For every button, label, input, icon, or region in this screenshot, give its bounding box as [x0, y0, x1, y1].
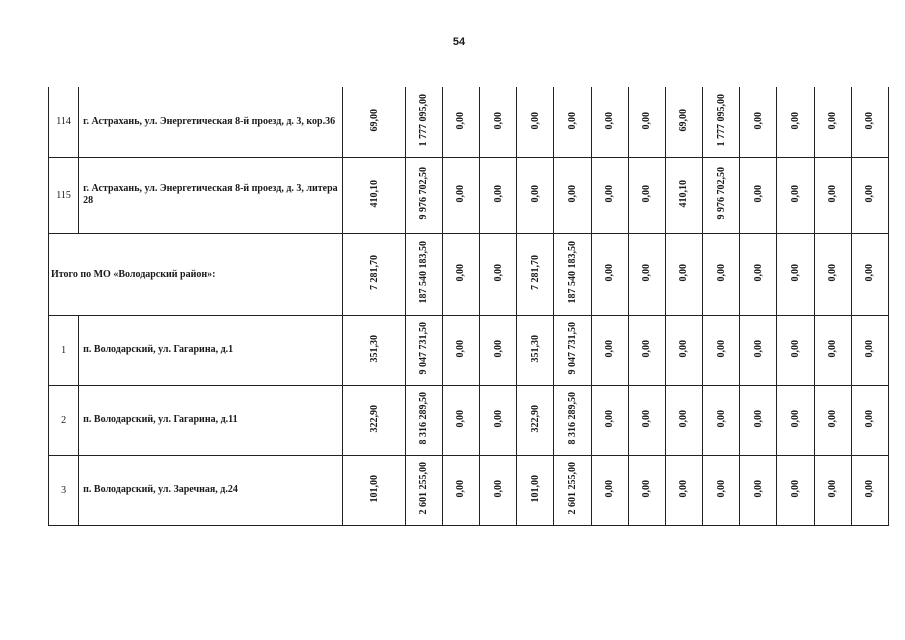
row-number: 1 — [49, 315, 79, 385]
cell-value: 9 976 702,50 — [418, 167, 430, 220]
cell-value: 351,30 — [529, 334, 541, 363]
cell-value: 0,00 — [789, 409, 801, 428]
cell-value: 0,00 — [827, 111, 839, 129]
cell-value: 0,00 — [566, 111, 578, 129]
cell-value: 0,00 — [827, 479, 839, 498]
cell-value: 0,00 — [789, 339, 801, 358]
cell-value: 2 601 255,00 — [418, 462, 430, 515]
value-cell — [554, 157, 591, 233]
value-cell — [740, 157, 777, 233]
data-table — [48, 87, 889, 526]
value-cell — [777, 233, 814, 315]
value-cell — [405, 385, 442, 455]
cell-value: 187 540 183,50 — [418, 241, 430, 304]
cell-value: 0,00 — [864, 479, 876, 498]
cell-value: 0,00 — [492, 409, 504, 428]
value-cell — [740, 385, 777, 455]
cell-value: 0,00 — [789, 263, 801, 282]
value-cell — [517, 87, 554, 157]
cell-value: 0,00 — [827, 184, 839, 203]
cell-value: 0,00 — [827, 409, 839, 428]
cell-value: 0,00 — [864, 111, 876, 129]
cell-value: 0,00 — [789, 111, 801, 129]
cell-value: 0,00 — [752, 409, 764, 428]
cell-value: 0,00 — [455, 111, 467, 129]
value-cell — [480, 315, 517, 385]
value-cell — [740, 455, 777, 525]
value-cell — [343, 233, 405, 315]
value-cell — [591, 385, 628, 455]
value-cell — [777, 385, 814, 455]
value-cell — [851, 157, 888, 233]
value-cell — [851, 455, 888, 525]
cell-value: 410,10 — [368, 179, 380, 208]
cell-value: 9 047 731,50 — [566, 322, 578, 375]
value-cell — [554, 87, 591, 157]
value-cell — [703, 455, 740, 525]
table-row — [49, 315, 889, 385]
cell-value: 9 047 731,50 — [418, 322, 430, 375]
value-cell — [777, 455, 814, 525]
value-cell — [740, 87, 777, 157]
cell-value: 8 316 289,50 — [418, 392, 430, 445]
value-cell — [591, 455, 628, 525]
value-cell — [628, 233, 665, 315]
value-cell — [740, 315, 777, 385]
value-cell — [554, 385, 591, 455]
cell-value: 0,00 — [752, 111, 764, 129]
value-cell — [517, 233, 554, 315]
value-cell — [665, 315, 702, 385]
value-cell — [777, 87, 814, 157]
value-cell — [665, 233, 702, 315]
total-row — [49, 233, 889, 315]
value-cell — [628, 455, 665, 525]
cell-value: 0,00 — [455, 184, 467, 203]
cell-value: 0,00 — [604, 263, 616, 282]
address-cell: п. Володарский, ул. Заречная, д.24 — [79, 455, 343, 525]
row-number: 114 — [49, 87, 79, 157]
value-cell — [777, 157, 814, 233]
value-cell — [442, 315, 479, 385]
cell-value: 1 777 095,00 — [715, 94, 727, 147]
value-cell — [740, 233, 777, 315]
cell-value: 0,00 — [455, 339, 467, 358]
cell-value: 0,00 — [492, 111, 504, 129]
value-cell — [405, 233, 442, 315]
table-row — [49, 385, 889, 455]
value-cell — [343, 315, 405, 385]
cell-value: 0,00 — [641, 263, 653, 282]
value-cell — [442, 385, 479, 455]
table-row — [49, 157, 889, 233]
cell-value: 0,00 — [678, 479, 690, 498]
cell-value: 69,00 — [678, 109, 690, 132]
value-cell — [628, 385, 665, 455]
value-cell — [343, 455, 405, 525]
value-cell — [517, 315, 554, 385]
address-cell: п. Володарский, ул. Гагарина, д.11 — [79, 385, 343, 455]
value-cell — [480, 455, 517, 525]
cell-value: 0,00 — [641, 111, 653, 129]
value-cell — [851, 385, 888, 455]
cell-value: 0,00 — [789, 479, 801, 498]
address-cell: г. Астрахань, ул. Энергетическая 8-й проезд, д. 3, литера 28 — [79, 157, 343, 233]
value-cell — [442, 87, 479, 157]
value-cell — [405, 87, 442, 157]
value-cell — [480, 233, 517, 315]
row-number: 3 — [49, 455, 79, 525]
cell-value: 0,00 — [752, 184, 764, 203]
cell-value: 0,00 — [752, 479, 764, 498]
value-cell — [665, 385, 702, 455]
cell-value: 101,00 — [368, 474, 380, 503]
cell-value: 0,00 — [715, 479, 727, 498]
value-cell — [591, 315, 628, 385]
address-cell: п. Володарский, ул. Гагарина, д.1 — [79, 315, 343, 385]
cell-value: 0,00 — [529, 111, 541, 129]
cell-value: 0,00 — [566, 184, 578, 203]
cell-value: 101,00 — [529, 474, 541, 503]
value-cell — [628, 315, 665, 385]
value-cell — [442, 157, 479, 233]
cell-value: 0,00 — [827, 263, 839, 282]
value-cell — [517, 157, 554, 233]
value-cell — [777, 315, 814, 385]
value-cell — [703, 385, 740, 455]
value-cell — [405, 157, 442, 233]
value-cell — [343, 157, 405, 233]
cell-value: 0,00 — [455, 409, 467, 428]
value-cell — [703, 315, 740, 385]
cell-value: 0,00 — [752, 339, 764, 358]
value-cell — [343, 87, 405, 157]
cell-value: 0,00 — [678, 339, 690, 358]
value-cell — [591, 157, 628, 233]
value-cell — [554, 233, 591, 315]
cell-value: 0,00 — [492, 263, 504, 282]
value-cell — [851, 315, 888, 385]
cell-value: 0,00 — [529, 184, 541, 203]
cell-value: 0,00 — [864, 184, 876, 203]
cell-value: 0,00 — [641, 184, 653, 203]
cell-value: 0,00 — [455, 479, 467, 498]
address-cell: г. Астрахань, ул. Энергетическая 8-й проезд, д. 3, кор.36 — [79, 87, 343, 157]
cell-value: 0,00 — [455, 263, 467, 282]
value-cell — [665, 157, 702, 233]
value-cell — [703, 233, 740, 315]
value-cell — [814, 233, 851, 315]
value-cell — [851, 233, 888, 315]
value-cell — [480, 87, 517, 157]
cell-value: 0,00 — [715, 339, 727, 358]
value-cell — [814, 385, 851, 455]
cell-value: 9 976 702,50 — [715, 167, 727, 220]
value-cell — [814, 87, 851, 157]
value-cell — [814, 455, 851, 525]
cell-value: 0,00 — [492, 339, 504, 358]
cell-value: 0,00 — [641, 479, 653, 498]
cell-value: 0,00 — [678, 409, 690, 428]
cell-value: 0,00 — [641, 409, 653, 428]
value-cell — [554, 315, 591, 385]
cell-value: 351,30 — [368, 334, 380, 363]
cell-value: 0,00 — [604, 111, 616, 129]
cell-value: 0,00 — [715, 263, 727, 282]
cell-value: 0,00 — [604, 339, 616, 358]
cell-value: 0,00 — [492, 184, 504, 203]
total-label: Итого по МО «Володарский район»: — [49, 233, 343, 315]
value-cell — [554, 455, 591, 525]
value-cell — [591, 87, 628, 157]
cell-value: 0,00 — [864, 409, 876, 428]
cell-value: 0,00 — [641, 339, 653, 358]
cell-value: 322,90 — [368, 404, 380, 433]
cell-value: 7 281,70 — [368, 255, 380, 290]
row-number: 2 — [49, 385, 79, 455]
value-cell — [442, 233, 479, 315]
value-cell — [851, 87, 888, 157]
value-cell — [703, 87, 740, 157]
cell-value: 0,00 — [604, 409, 616, 428]
value-cell — [405, 455, 442, 525]
cell-value: 2 601 255,00 — [566, 462, 578, 515]
value-cell — [814, 157, 851, 233]
value-cell — [517, 455, 554, 525]
value-cell — [665, 87, 702, 157]
value-cell — [480, 385, 517, 455]
value-cell — [405, 315, 442, 385]
value-cell — [442, 455, 479, 525]
table-row — [49, 455, 889, 525]
row-number: 115 — [49, 157, 79, 233]
cell-value: 0,00 — [752, 263, 764, 282]
cell-value: 7 281,70 — [529, 255, 541, 290]
value-cell — [591, 233, 628, 315]
cell-value: 0,00 — [604, 184, 616, 203]
value-cell — [814, 315, 851, 385]
value-cell — [628, 87, 665, 157]
value-cell — [703, 157, 740, 233]
cell-value: 0,00 — [827, 339, 839, 358]
page-number: 54 — [452, 36, 466, 48]
cell-value: 187 540 183,50 — [566, 241, 578, 304]
value-cell — [665, 455, 702, 525]
cell-value: 410,10 — [678, 179, 690, 208]
cell-value: 0,00 — [864, 339, 876, 358]
table-row — [49, 87, 889, 157]
cell-value: 69,00 — [368, 109, 380, 132]
cell-value: 322,90 — [529, 404, 541, 433]
value-cell — [480, 157, 517, 233]
cell-value: 1 777 095,00 — [418, 94, 430, 147]
cell-value: 0,00 — [864, 263, 876, 282]
value-cell — [628, 157, 665, 233]
cell-value: 0,00 — [604, 479, 616, 498]
cell-value: 0,00 — [789, 184, 801, 203]
cell-value: 0,00 — [678, 263, 690, 282]
cell-value: 0,00 — [715, 409, 727, 428]
cell-value: 0,00 — [492, 479, 504, 498]
value-cell — [517, 385, 554, 455]
value-cell — [343, 385, 405, 455]
cell-value: 8 316 289,50 — [566, 392, 578, 445]
